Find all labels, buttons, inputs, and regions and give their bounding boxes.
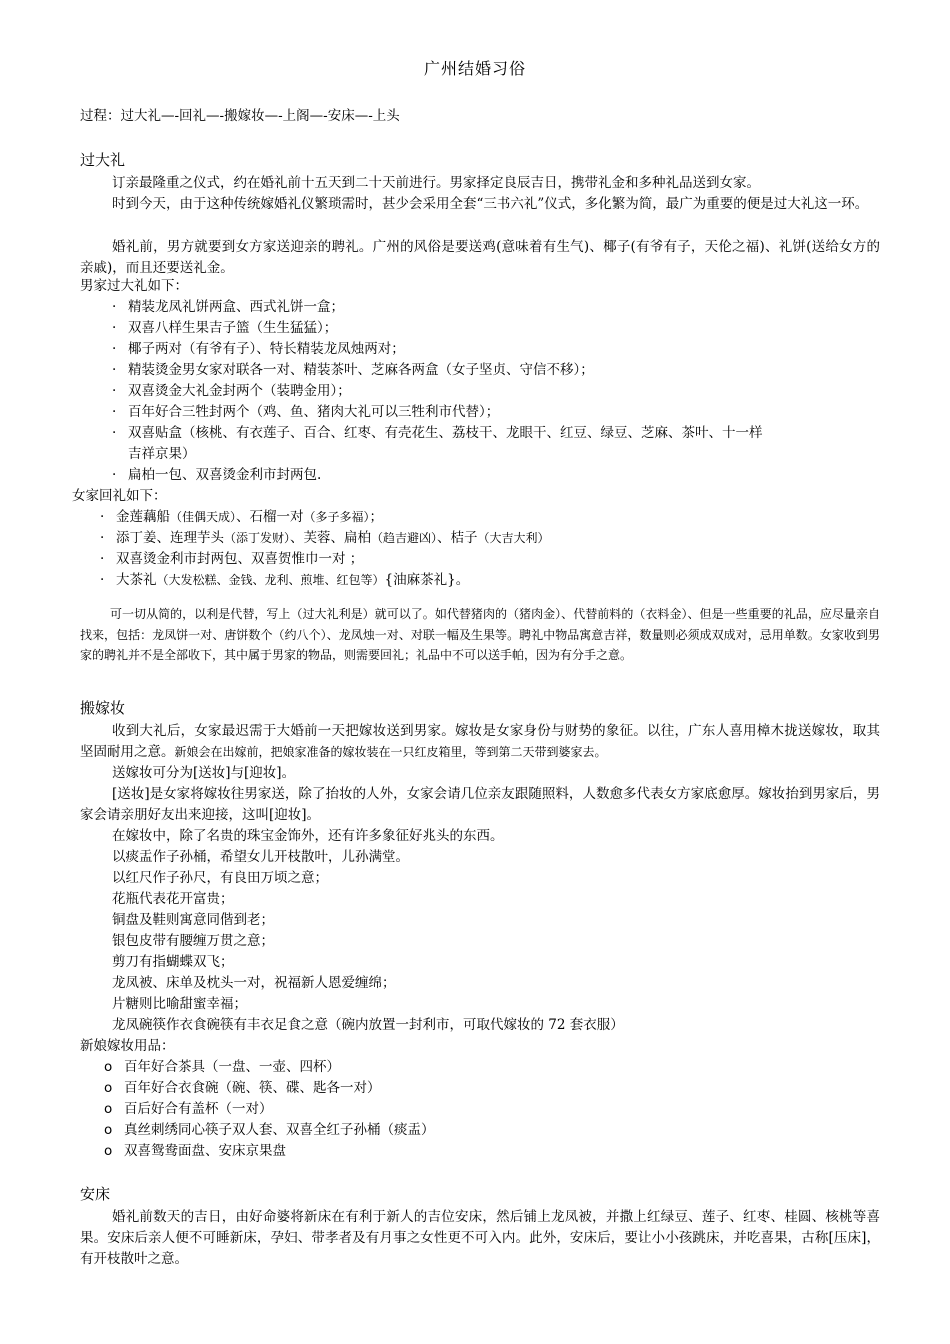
dowry-line: 以红尺作子孙尺，有良田万顷之意； (112, 870, 328, 886)
note-paragraph: 可一切从简的，以利是代替，写上（过大礼利是）就可以了。如代替猪肉的（猪肉金）、代替前料的（衣料金）、但是一些重要的礼品，应尽量亲自找来，包括：龙凤饼一对、唐饼数个（约八个）、龙凤烛一对、对联一幅及生果等。聘礼中物品寓意吉祥，数量则必须成双成对，忌用单数。女家收到男家的聘礼并不是全部收下，其中属于男家的物品，则需要回礼；礼品中不可以送手帕，因为有分手之意。 (80, 607, 880, 662)
list-item: · 精装烫金男女家对联各一对、精装茶叶、芝麻各两盒（女子坚贞、守信不移）； (112, 362, 594, 378)
list-item: · 双喜八样生果吉子篮（生生猛猛）； (112, 320, 338, 336)
document-title: 广州结婚习俗 (423, 59, 526, 78)
list-item: · 双喜烫金大礼金封两个（装聘金用）； (112, 383, 351, 399)
list-item-continued: 吉祥京果） (128, 446, 196, 462)
dowry-line: 花瓶代表花开富贵； (112, 891, 234, 907)
section-heading-anchuang: 安床 (80, 1185, 111, 1203)
dowry-line: 龙凤被、床单及枕头一对，祝福新人恩爱缠绵； (112, 975, 396, 991)
list-item: · 金莲藕船（佳偶天成）、石榴一对（多子多福）； (100, 509, 384, 525)
list-item: · 大茶礼（大发松糕、金钱、龙利、煎堆、红包等）{油麻茶礼}。 (100, 572, 470, 588)
process-line: 过程：过大礼—-回礼—-搬嫁妆—-上阁—-安床—-上头 (80, 108, 400, 124)
list-item: o 真丝刺绣同心筷子双人套、双喜全红子孙桶（痰盂） (104, 1122, 435, 1138)
dowry-line: 在嫁妆中，除了名贵的珠宝金饰外，还有许多象征好兆头的东西。 (112, 828, 504, 844)
groom-gifts-label: 男家过大礼如下： (80, 278, 188, 294)
list-item: · 双喜烫金利市封两包、双喜贺惟巾一对 ； (100, 551, 364, 567)
paragraph: 时到今天，由于这种传统嫁婚礼仪繁琐需时，甚少会采用全套“三书六礼”仪式，多化繁为简，最广为重要的便是过大礼这一环。 (112, 196, 869, 212)
list-item: o 百年好合茶具（一盘、一壶、四杯） (104, 1059, 340, 1075)
paragraph: 婚礼前，男方就要到女方家送迎亲的聘礼。广州的风俗是要送鸡(意味着有生气)、椰子(有爷有子，天伦之福)、礼饼(送给女方的亲戚)，而且还要送礼金。 (80, 239, 880, 276)
list-item: · 扁柏一包、双喜烫金利市封两包. (112, 467, 322, 483)
dowry-line: 铜盘及鞋则寓意同偕到老； (112, 912, 274, 928)
list-item: · 椰子两对（有爷有子）、特长精装龙凤烛两对； (112, 341, 405, 357)
list-item: · 添丁姜、连理芋头（添丁发财）、芙蓉、扁柏（趋吉避凶）、桔子（大吉大利） (100, 530, 550, 546)
paragraph: 送嫁妆可分为[送妆]与[迎妆]。 (112, 765, 296, 781)
dowry-line: 银包皮带有腰缠万贯之意； (112, 933, 274, 949)
bride-return-gifts-label: 女家回礼如下： (72, 488, 167, 504)
paragraph: 婚礼前数天的吉日，由好命婆将新床在有利于新人的吉位安床，然后铺上龙凤被，并撒上红绿豆、莲子、红枣、桂圆、核桃等喜果。安床后亲人便不可睡新床，孕妇、带孝者及有月事之女性更不可入内。此外，安床后，要让小小孩跳床，并吃喜果，古称[压床]，有开枝散叶之意。 (80, 1209, 880, 1267)
list-item: · 双喜贴盒（核桃、有衣莲子、百合、红枣、有壳花生、荔枝干、龙眼干、红豆、绿豆、芝麻、茶叶、十一样 (112, 425, 763, 441)
paragraph: 收到大礼后，女家最迟需于大婚前一天把嫁妆送到男家。嫁妆是女家身份与财势的象征。以往，广东人喜用樟木拢送嫁妆，取其坚固耐用之意。新娘会在出嫁前，把娘家准备的嫁妆装在一只红皮箱里，等到第二天带到婆家去。 (80, 723, 880, 760)
list-item: · 百年好合三牲封两个（鸡、鱼、猪肉大礼可以三牲利市代替）； (112, 404, 500, 420)
dowry-line: 片糖则比喻甜蜜幸福； (112, 996, 247, 1012)
section-heading-banjiazhuang: 搬嫁妆 (80, 699, 126, 717)
paragraph: [送妆]是女家将嫁妆往男家送，除了抬妆的人外，女家会请几位亲友跟随照料，人数愈多代表女方家底愈厚。嫁妆抬到男家后，男家会请亲朋好友出来迎接，这叫[迎妆]。 (80, 786, 880, 823)
list-item: o 双喜鸳鸯面盘、安床京果盘 (104, 1143, 286, 1159)
list-item: o 百年好合衣食碗（碗、筷、碟、匙各一对） (104, 1080, 381, 1096)
dowry-line: 以痰盂作子孙桶，希望女儿开枝散叶，儿孙满堂。 (112, 849, 409, 865)
bride-supplies-label: 新娘嫁妆用品： (80, 1038, 175, 1054)
dowry-line: 剪刀有指蝴蝶双飞； (112, 954, 234, 970)
list-item: · 精装龙凤礼饼两盒、西式礼饼一盒； (112, 299, 344, 315)
list-item: o 百后好合有盖杯（一对） (104, 1101, 273, 1117)
dowry-line: 龙凤碗筷作衣食碗筷有丰衣足食之意（碗内放置一封利市，可取代嫁妆的 72 套衣服） (112, 1017, 624, 1033)
paragraph: 订亲最隆重之仪式，约在婚礼前十五天到二十天前进行。男家择定良辰吉日，携带礼金和多种礼品送到女家。 (112, 175, 760, 191)
section-heading-guodali: 过大礼 (80, 151, 126, 169)
